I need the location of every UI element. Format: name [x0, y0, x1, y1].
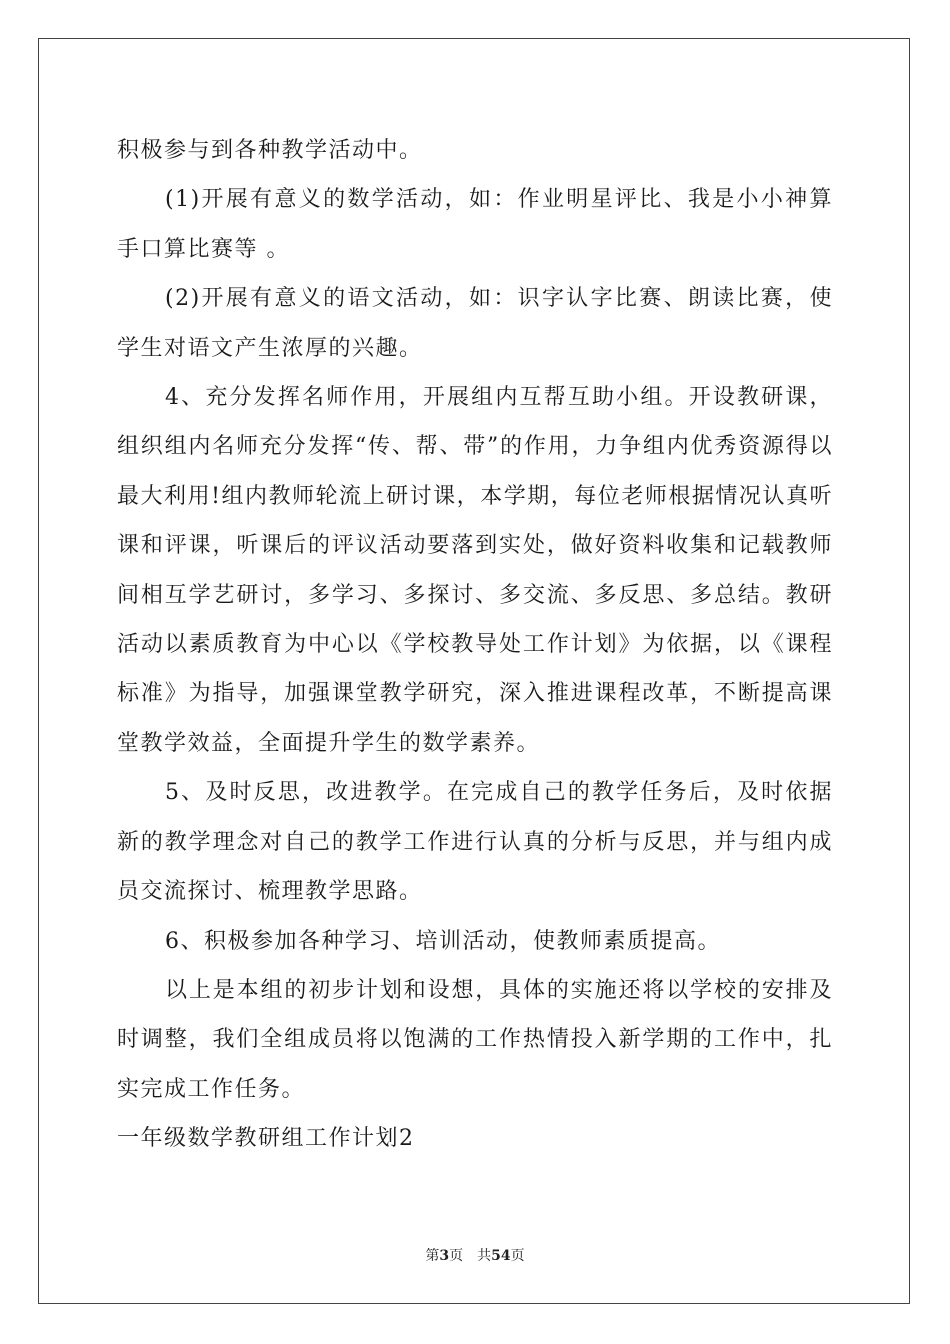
paragraph-4: 4、充分发挥名师作用，开展组内互帮互助小组。开设教研课，组织组内名师充分发挥“传、帮、带”的作用，力争组内优秀资源得以最大利用!组内教师轮流上研讨课，本学期，每位老师根据情况认真听课和评课，听课后的评议活动要落到实处，做好资料收集和记载教师间相互学艺研讨，多学习、多探讨、多交流、多反思、多总结。教研活动以素质教育为中心以《学校教导处工作计划》为依据，以《课程标准》为指导，加强课堂教学研究，深入推进课程改革，不断提高课堂教学效益，全面提升学生的数学素养。 — [117, 385, 833, 756]
paragraph-6: 6、积极参加各种学习、培训活动，使教师素质提高。 — [165, 928, 721, 954]
page-prefix: 第 — [425, 1248, 440, 1264]
page-suffix: 页 — [449, 1248, 464, 1264]
document-body — [117, 126, 833, 1164]
total-suffix: 页 — [510, 1248, 525, 1264]
total-prefix: 共 — [477, 1248, 492, 1264]
paragraph-7: 以上是本组的初步计划和设想，具体的实施还将以学校的安排及时调整，我们全组成员将以饱满的工作热情投入新学期的工作中，扎实完成工作任务。 — [117, 977, 833, 1102]
section-heading: 一年级数学教研组工作计划2 — [117, 1126, 415, 1152]
paragraph-3: (2)开展有意义的语文活动，如：识字认字比赛、朗读比赛，使学生对语文产生浓厚的兴趣。 — [117, 286, 833, 361]
paragraph-2: (1)开展有意义的数学活动，如：作业明星评比、我是小小神算手口算比赛等 。 — [117, 187, 833, 262]
total-pages: 54 — [491, 1248, 511, 1264]
paragraph-5: 5、及时反思，改进教学。在完成自己的教学任务后，及时依据新的教学理念对自己的教学工作进行认真的分析与反思，并与组内成员交流探讨、梳理教学思路。 — [117, 780, 833, 905]
page-footer — [0, 1246, 950, 1266]
page-number: 3 — [439, 1248, 450, 1264]
paragraph-1: 积极参与到各种教学活动中。 — [117, 138, 423, 163]
